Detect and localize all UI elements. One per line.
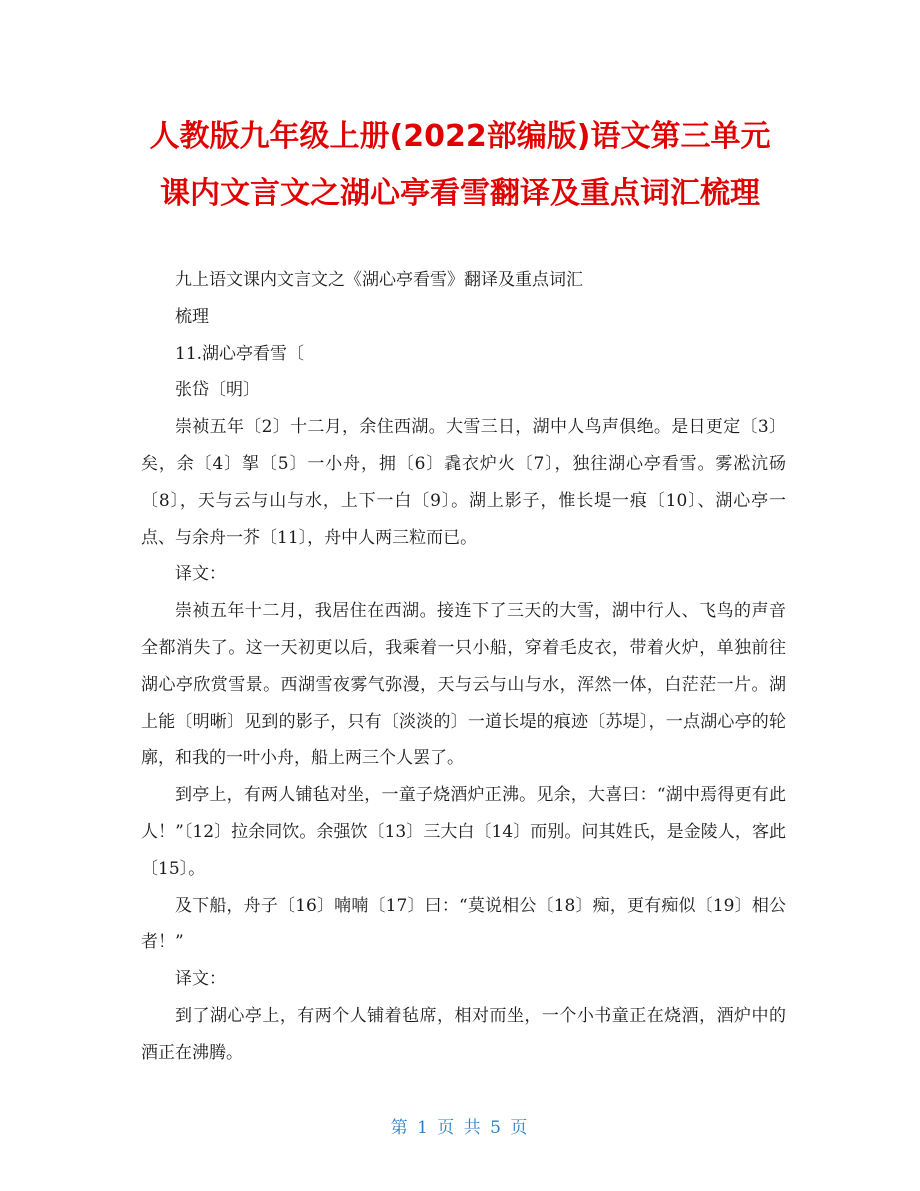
paragraph-subtitle-cont: 梳理: [175, 306, 209, 327]
document-body: [141, 262, 786, 1072]
document-title-line-2: 课内文言文之湖心亭看雪翻译及重点词汇梳理: [160, 176, 760, 211]
paragraph-translation-1: 崇祯五年十二月，我居住在西湖。接连下了三天的大雪，湖中行人、飞鸟的声音全都消失了。这一天初更以后，我乘着一只小船，穿着毛皮衣，带着火炉，单独前往湖心亭欣赏雪景。西湖雪夜雾气弥漫，天与云与山与水，浑然一体，白茫茫一片。湖上能〔明晰〕见到的影子，只有〔淡淡的〕一道长堤的痕迹〔苏堤〕，一点湖心亭的轮廓，和我的一叶小舟，船上两三个人罢了。: [141, 601, 786, 769]
paragraph-subtitle: 九上语文课内文言文之《湖心亭看雪》翻译及重点词汇: [175, 270, 583, 290]
paragraph-original-3: 及下船，舟子〔16〕喃喃〔17〕曰：“莫说相公〔18〕痴，更有痴似〔19〕相公者！”: [141, 895, 786, 953]
paragraph-translation-label-2: 译文：: [175, 969, 226, 990]
paragraph-original-2: 到亭上，有两人铺毡对坐，一童子烧酒炉正沸。见余，大喜曰：“湖中焉得更有此人！”〔12〕拉余同饮。余强饮〔13〕三大白〔14〕而别。问其姓氏，是金陵人，客此〔15〕。: [141, 785, 786, 879]
paragraph-translation-label-1: 译文：: [175, 564, 226, 585]
paragraph-lesson-heading: 11.湖心亭看雪〔: [175, 343, 305, 364]
page-footer: 第 1 页 共 5 页: [390, 1118, 530, 1138]
paragraph-translation-2: 到了湖心亭上，有两个人铺着毡席，相对而坐，一个小书童正在烧酒，酒炉中的酒正在沸腾。: [141, 1005, 786, 1063]
paragraph-author: 张岱〔明〕: [175, 380, 260, 401]
document-title-line-1: 人教版九年级上册(2022部编版)语文第三单元: [149, 119, 771, 154]
paragraph-original-1: 崇祯五年〔2〕十二月，余住西湖。大雪三日，湖中人鸟声俱绝。是日更定〔3〕矣，余〔4〕挐〔5〕一小舟，拥〔6〕毳衣炉火〔7〕，独往湖心亭看雪。雾凇沆砀〔8〕，天与云与山与水，上下一白〔9〕。湖上影子，惟长堤一痕〔10〕、湖心亭一点、与余舟一芥〔11〕，舟中人两三粒而已。: [141, 417, 786, 548]
